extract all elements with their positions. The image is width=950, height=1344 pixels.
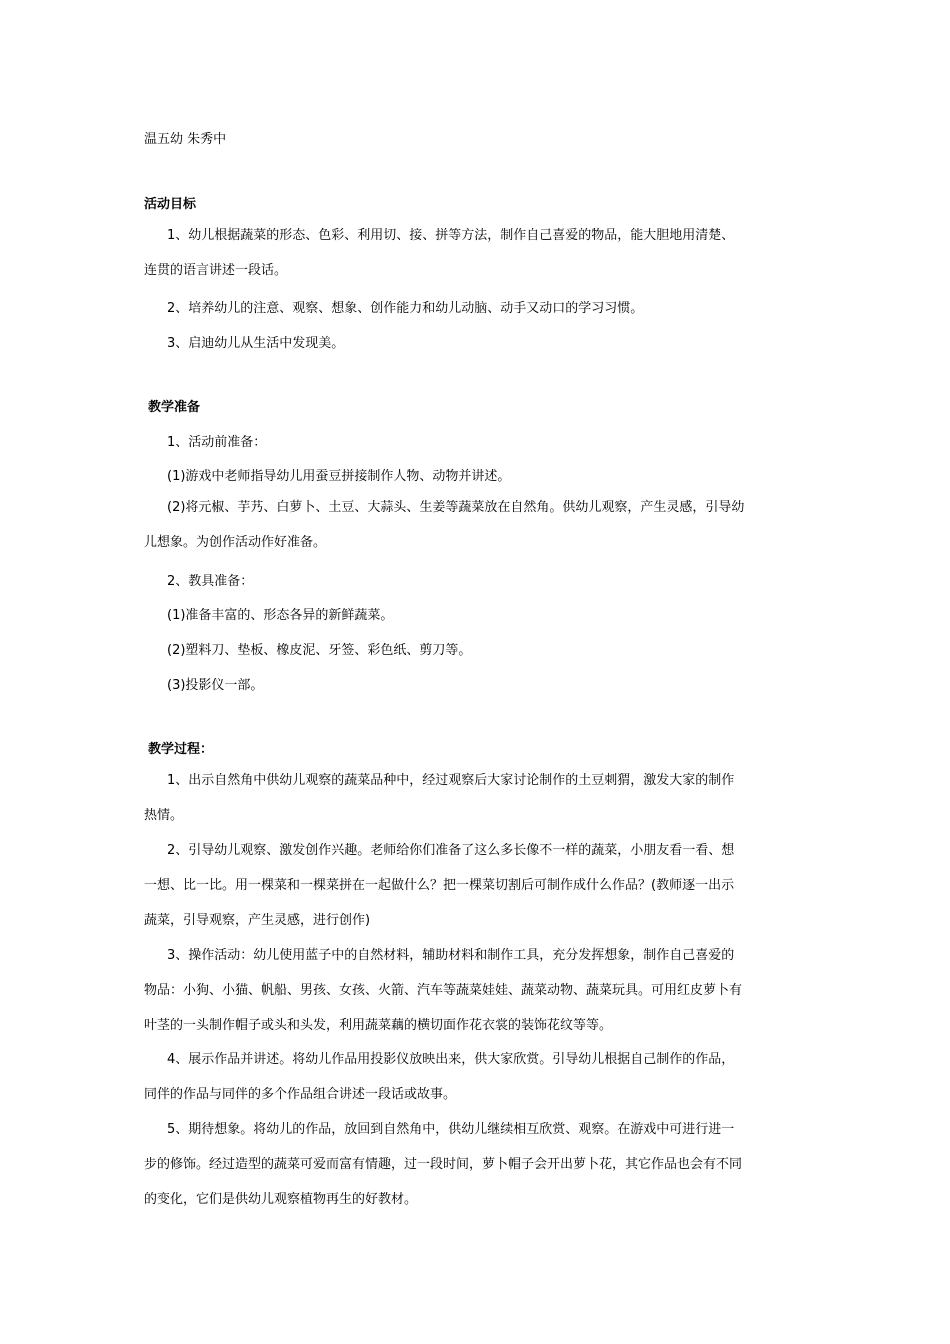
preparation-sub-1-b-line-1: (2)将元椒、芋艿、白萝卜、土豆、大蒜头、生姜等蔬菜放在自然角。供幼儿观察，产生灵感，引导幼	[167, 500, 745, 515]
preparation-sub-1-b	[144, 490, 812, 560]
process-step-3-line-1: 3、操作活动：幼儿使用蓝子中的自然材料，辅助材料和制作工具，充分发挥想象，制作自己喜爱的	[167, 948, 735, 963]
process-step-3-line-3: 叶茎的一头制作帽子或头和头发，利用蔬菜藕的横切面作花衣裳的装饰花纹等等。	[144, 1018, 613, 1033]
process-step-5-line-3: 的变化，它们是供幼儿观察植物再生的好教材。	[144, 1192, 418, 1207]
preparation-sub-1: 1、活动前准备：	[167, 435, 267, 450]
preparation-sub-1-a: (1)游戏中老师指导幼儿用蚕豆拼接制作人物、动物并讲述。	[167, 469, 511, 484]
preparation-sub-2: 2、教具准备：	[167, 574, 254, 589]
preparation-heading: 教学准备	[148, 400, 201, 415]
goals-item-1-line-2: 连贯的语言讲述一段话。	[144, 263, 288, 278]
process-step-5	[144, 1112, 812, 1217]
preparation-sub-2-a: (1)准备丰富的、形态各异的新鲜蔬菜。	[167, 608, 394, 623]
process-step-4-line-2: 同伴的作品与同伴的多个作品组合讲述一段话或故事。	[144, 1087, 457, 1102]
process-step-2-line-3: 蔬菜，引导观察，产生灵感，进行创作)	[144, 913, 371, 928]
process-step-1	[144, 763, 812, 833]
preparation-sub-2-c: (3)投影仪一部。	[167, 678, 264, 693]
preparation-sub-1-b-line-2: 儿想象。为创作活动作好准备。	[144, 535, 327, 550]
goals-item-3: 3、启迪幼儿从生活中发现美。	[167, 336, 345, 351]
process-step-1-line-2: 热情。	[144, 808, 184, 823]
goals-item-1	[144, 218, 812, 288]
process-step-1-line-1: 1、出示自然角中供幼儿观察的蔬菜品种中，经过观察后大家讨论制作的土豆刺猬，激发大家的制作	[167, 773, 735, 788]
process-step-4	[144, 1042, 812, 1112]
process-step-2-line-1: 2、引导幼儿观察、激发创作兴趣。老师给你们准备了这么多长像不一样的蔬菜，小朋友看一看、想	[167, 843, 735, 858]
process-step-3-line-2: 物品：小狗、小猫、帆船、男孩、女孩、火箭、汽车等蔬菜娃娃、蔬菜动物、蔬菜玩具。可用红皮萝卜有	[144, 983, 743, 998]
process-step-3	[144, 938, 812, 1043]
process-step-4-line-1: 4、展示作品并讲述。将幼儿作品用投影仪放映出来，供大家欣赏。引导幼儿根据自己制作的作品，	[167, 1052, 735, 1067]
process-step-2	[144, 833, 812, 938]
process-step-5-line-2: 步的修饰。经过造型的蔬菜可爱而富有情趣，过一段时间，萝卜帽子会开出萝卜花，其它作品也会有不同	[144, 1157, 743, 1172]
process-heading: 教学过程：	[148, 742, 214, 757]
goals-item-1-line-1: 1、幼儿根据蔬菜的形态、色彩、利用切、接、拼等方法，制作自己喜爱的物品，能大胆地用清楚、	[167, 228, 735, 243]
preparation-sub-2-b: (2)塑料刀、垫板、橡皮泥、牙签、彩色纸、剪刀等。	[167, 643, 472, 658]
process-step-5-line-1: 5、期待想象。将幼儿的作品，放回到自然角中，供幼儿继续相互欣赏、观察。在游戏中可进行进一	[167, 1122, 735, 1137]
goals-heading: 活动目标	[144, 197, 197, 212]
process-step-2-line-2: 一想、比一比。用一棵菜和一棵菜拼在一起做什么？把一棵菜切割后可制作成什么作品？(教师逐一出示	[144, 878, 735, 893]
author-line: 温五幼 朱秀中	[144, 132, 227, 147]
goals-item-2: 2、培养幼儿的注意、观察、想象、创作能力和幼儿动脑、动手又动口的学习习惯。	[167, 301, 644, 316]
